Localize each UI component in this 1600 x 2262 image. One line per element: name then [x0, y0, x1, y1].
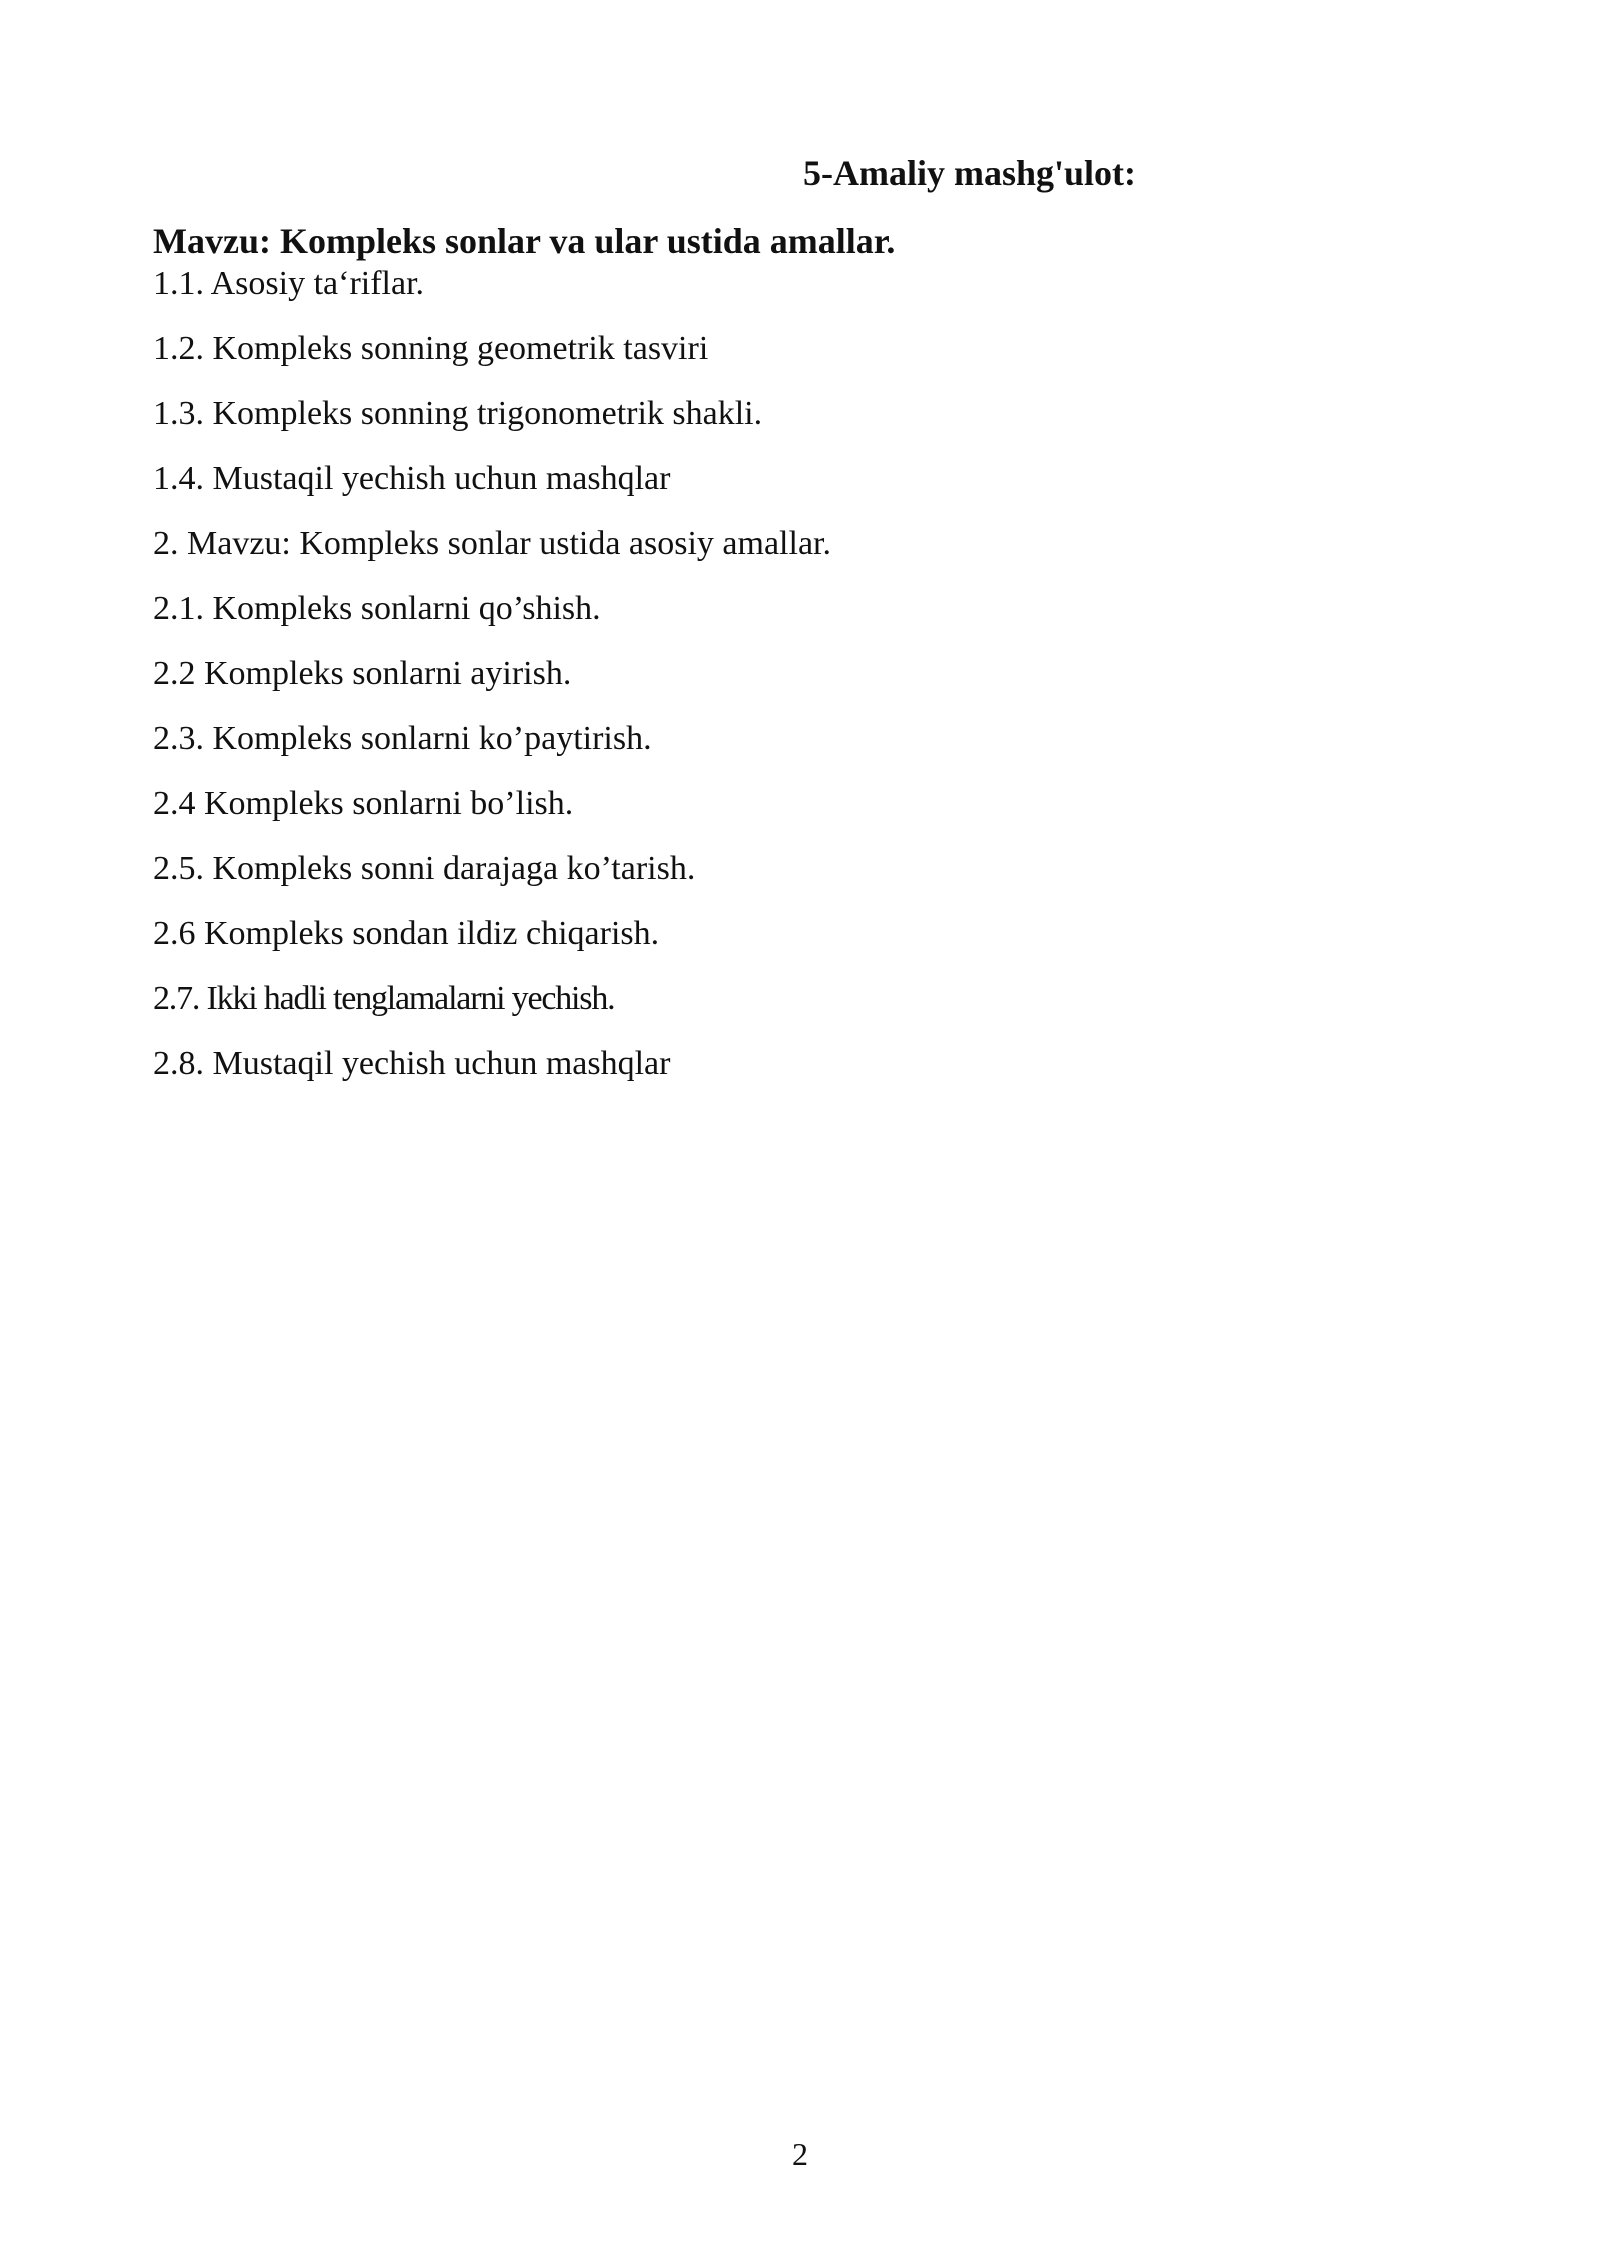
- practical-lesson-heading: 5-Amaliy mashg'ulot:: [803, 153, 1136, 193]
- toc-item-1-4: 1.4. Mustaqil yechish uchun mashqlar: [153, 460, 671, 497]
- toc-item-2-2: 2.2 Kompleks sonlarni ayirish.: [153, 655, 572, 692]
- page-number: 2: [792, 2136, 808, 2172]
- toc-item-1-1: 1.1. Asosiy ta‘riflar.: [153, 265, 425, 302]
- toc-item-2-6: 2.6 Kompleks sondan ildiz chiqarish.: [153, 915, 660, 952]
- toc-item-1-2: 1.2. Kompleks sonning geometrik tasviri: [153, 330, 709, 367]
- toc-item-2-4: 2.4 Kompleks sonlarni bo’lish.: [153, 785, 574, 822]
- topic-title: Mavzu: Kompleks sonlar va ular ustida amallar.: [153, 221, 896, 261]
- toc-item-2-5: 2.5. Kompleks sonni darajaga ko’tarish.: [153, 850, 696, 887]
- toc-item-2-3: 2.3. Kompleks sonlarni ko’paytirish.: [153, 720, 652, 757]
- toc-item-2-8: 2.8. Mustaqil yechish uchun mashqlar: [153, 1045, 671, 1082]
- toc-item-1-3: 1.3. Kompleks sonning trigonometrik shakli.: [153, 395, 763, 432]
- toc-item-2: 2. Mavzu: Kompleks sonlar ustida asosiy amallar.: [153, 525, 831, 562]
- toc-item-2-7: 2.7. Ikki hadli tenglamalarni yechish.: [153, 980, 615, 1017]
- toc-item-2-1: 2.1. Kompleks sonlarni qo’shish.: [153, 590, 601, 627]
